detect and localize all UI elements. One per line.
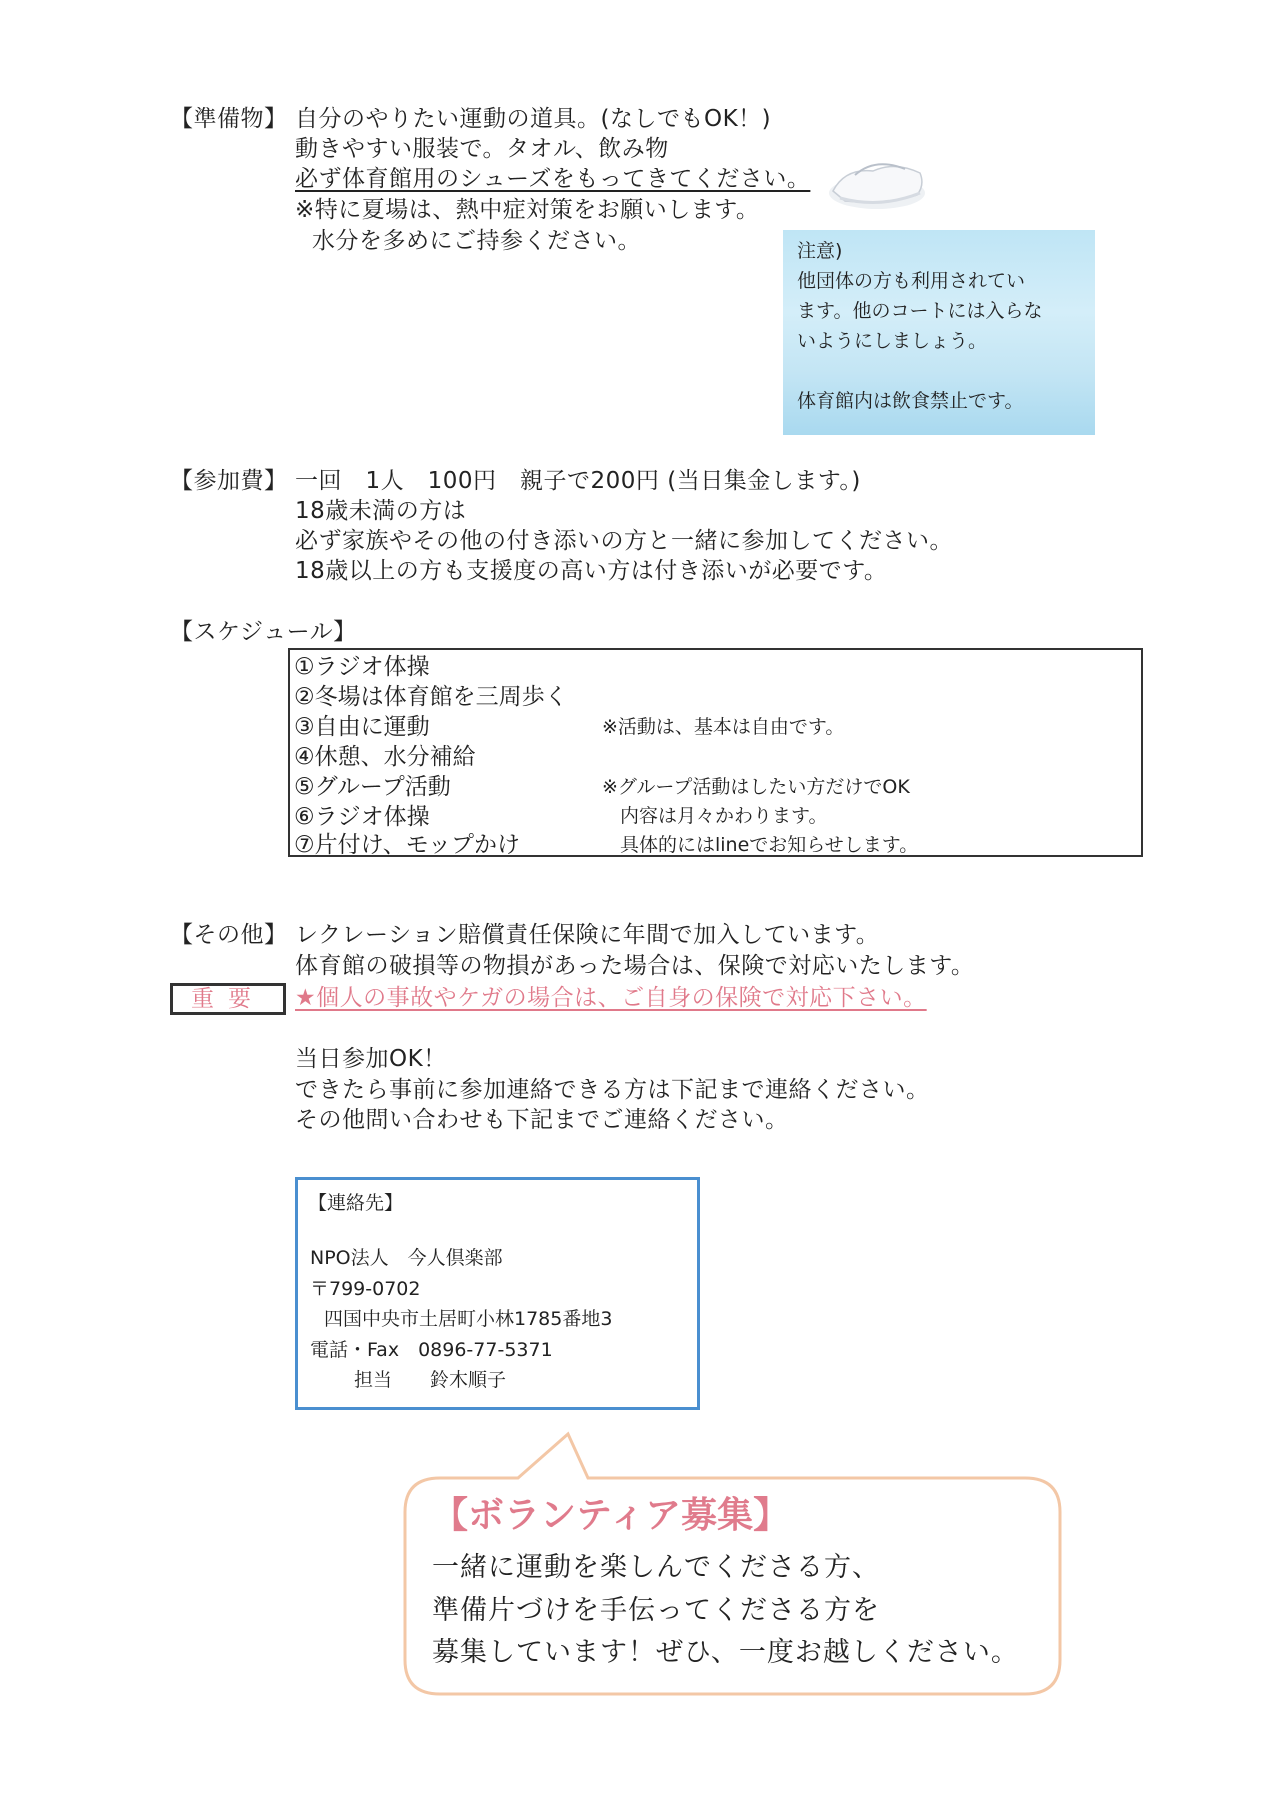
contact-intro-line-2: できたら事前に参加連絡できる方は下記まで連絡ください。 [295,1077,930,1103]
contact-intro-line-1: 当日参加OK！ [295,1046,447,1072]
prep-heading: 【準備物】 [170,106,288,132]
note-line-3: ます。他のコートには入らな [797,300,1043,322]
prep-line-2: 動きやすい服装で。タオル、飲み物 [295,136,669,162]
schedule-note-3: 内容は月々かわります。 [620,805,828,827]
prep-line-4: ※特に夏場は、熱中症対策をお願いします。 [295,197,760,223]
fee-heading: 【参加費】 [170,468,288,494]
fee-line-4: 18歳以上の方も支援度の高い方は付き添いが必要です。 [295,558,888,584]
schedule-item: ⑦片付け、モップかけ [294,832,521,858]
note-line-2: 他団体の方も利用されてい [797,270,1026,292]
prep-line-1: 自分のやりたい運動の道具。(なしでもOK！) [295,106,772,132]
prep-line-5: 水分を多めにご持参ください。 [312,228,641,254]
important-text: ★個人の事故やケガの場合は、ご自身の保険で対応下さい。 [295,985,927,1011]
contact-org: NPO法人 今人倶楽部 [310,1247,503,1269]
contact-person: 担当 鈴木順子 [354,1369,507,1391]
note-line-1: 注意) [797,240,843,262]
prep-line-3: 必ず体育館用のシューズをもってきてください。 [295,166,811,192]
schedule-note-4: 具体的にはlineでお知らせします。 [620,834,919,856]
fee-line-3: 必ず家族やその他の付き添いの方と一緒に参加してください。 [295,528,953,554]
other-heading: 【その他】 [170,922,288,948]
schedule-heading: 【スケジュール】 [170,619,357,645]
important-badge: 重要 [170,983,286,1015]
note-line-4: いようにしましょう。 [797,330,988,352]
contact-zip: 〒799-0702 [310,1278,421,1300]
contact-address: 四国中央市土居町小林1785番地3 [324,1308,613,1330]
schedule-item: ⑤グループ活動 [294,774,451,800]
other-line-1: レクレーション賠償責任保険に年間で加入しています。 [295,922,880,948]
volunteer-line-1: 一緒に運動を楽しんでくださる方、 [432,1552,880,1583]
volunteer-line-3: 募集しています！ぜひ、一度お越しください。 [432,1637,1019,1668]
contact-tel: 電話・Fax 0896-77-5371 [310,1339,553,1361]
schedule-item: ④休憩、水分補給 [294,744,476,770]
schedule-item: ②冬場は体育館を三周歩く [294,684,568,710]
indoor-shoe-image [825,143,930,218]
volunteer-line-2: 準備片づけを手伝ってくださる方を [432,1595,880,1626]
fee-line-1: 一回 1人 100円 親子で200円 (当日集金します。) [295,468,861,494]
contact-box [295,1177,700,1410]
schedule-note-1: ※活動は、基本は自由です。 [602,716,845,738]
contact-heading: 【連絡先】 [308,1192,404,1214]
other-line-2: 体育館の破損等の物損があった場合は、保険で対応いたします。 [295,953,975,979]
note-line-5: 体育館内は飲食禁止です。 [797,390,1024,412]
schedule-box [288,648,1143,857]
schedule-item: ⑥ラジオ体操 [294,804,430,830]
schedule-item: ①ラジオ体操 [294,654,430,680]
contact-intro-line-3: その他問い合わせも下記までご連絡ください。 [295,1107,789,1133]
volunteer-title: 【ボランティア募集】 [432,1495,790,1536]
schedule-item: ③自由に運動 [294,714,430,740]
schedule-note-2: ※グループ活動はしたい方だけでOK [602,776,910,798]
fee-line-2: 18歳未満の方は [295,498,467,524]
note-box [783,230,1095,435]
